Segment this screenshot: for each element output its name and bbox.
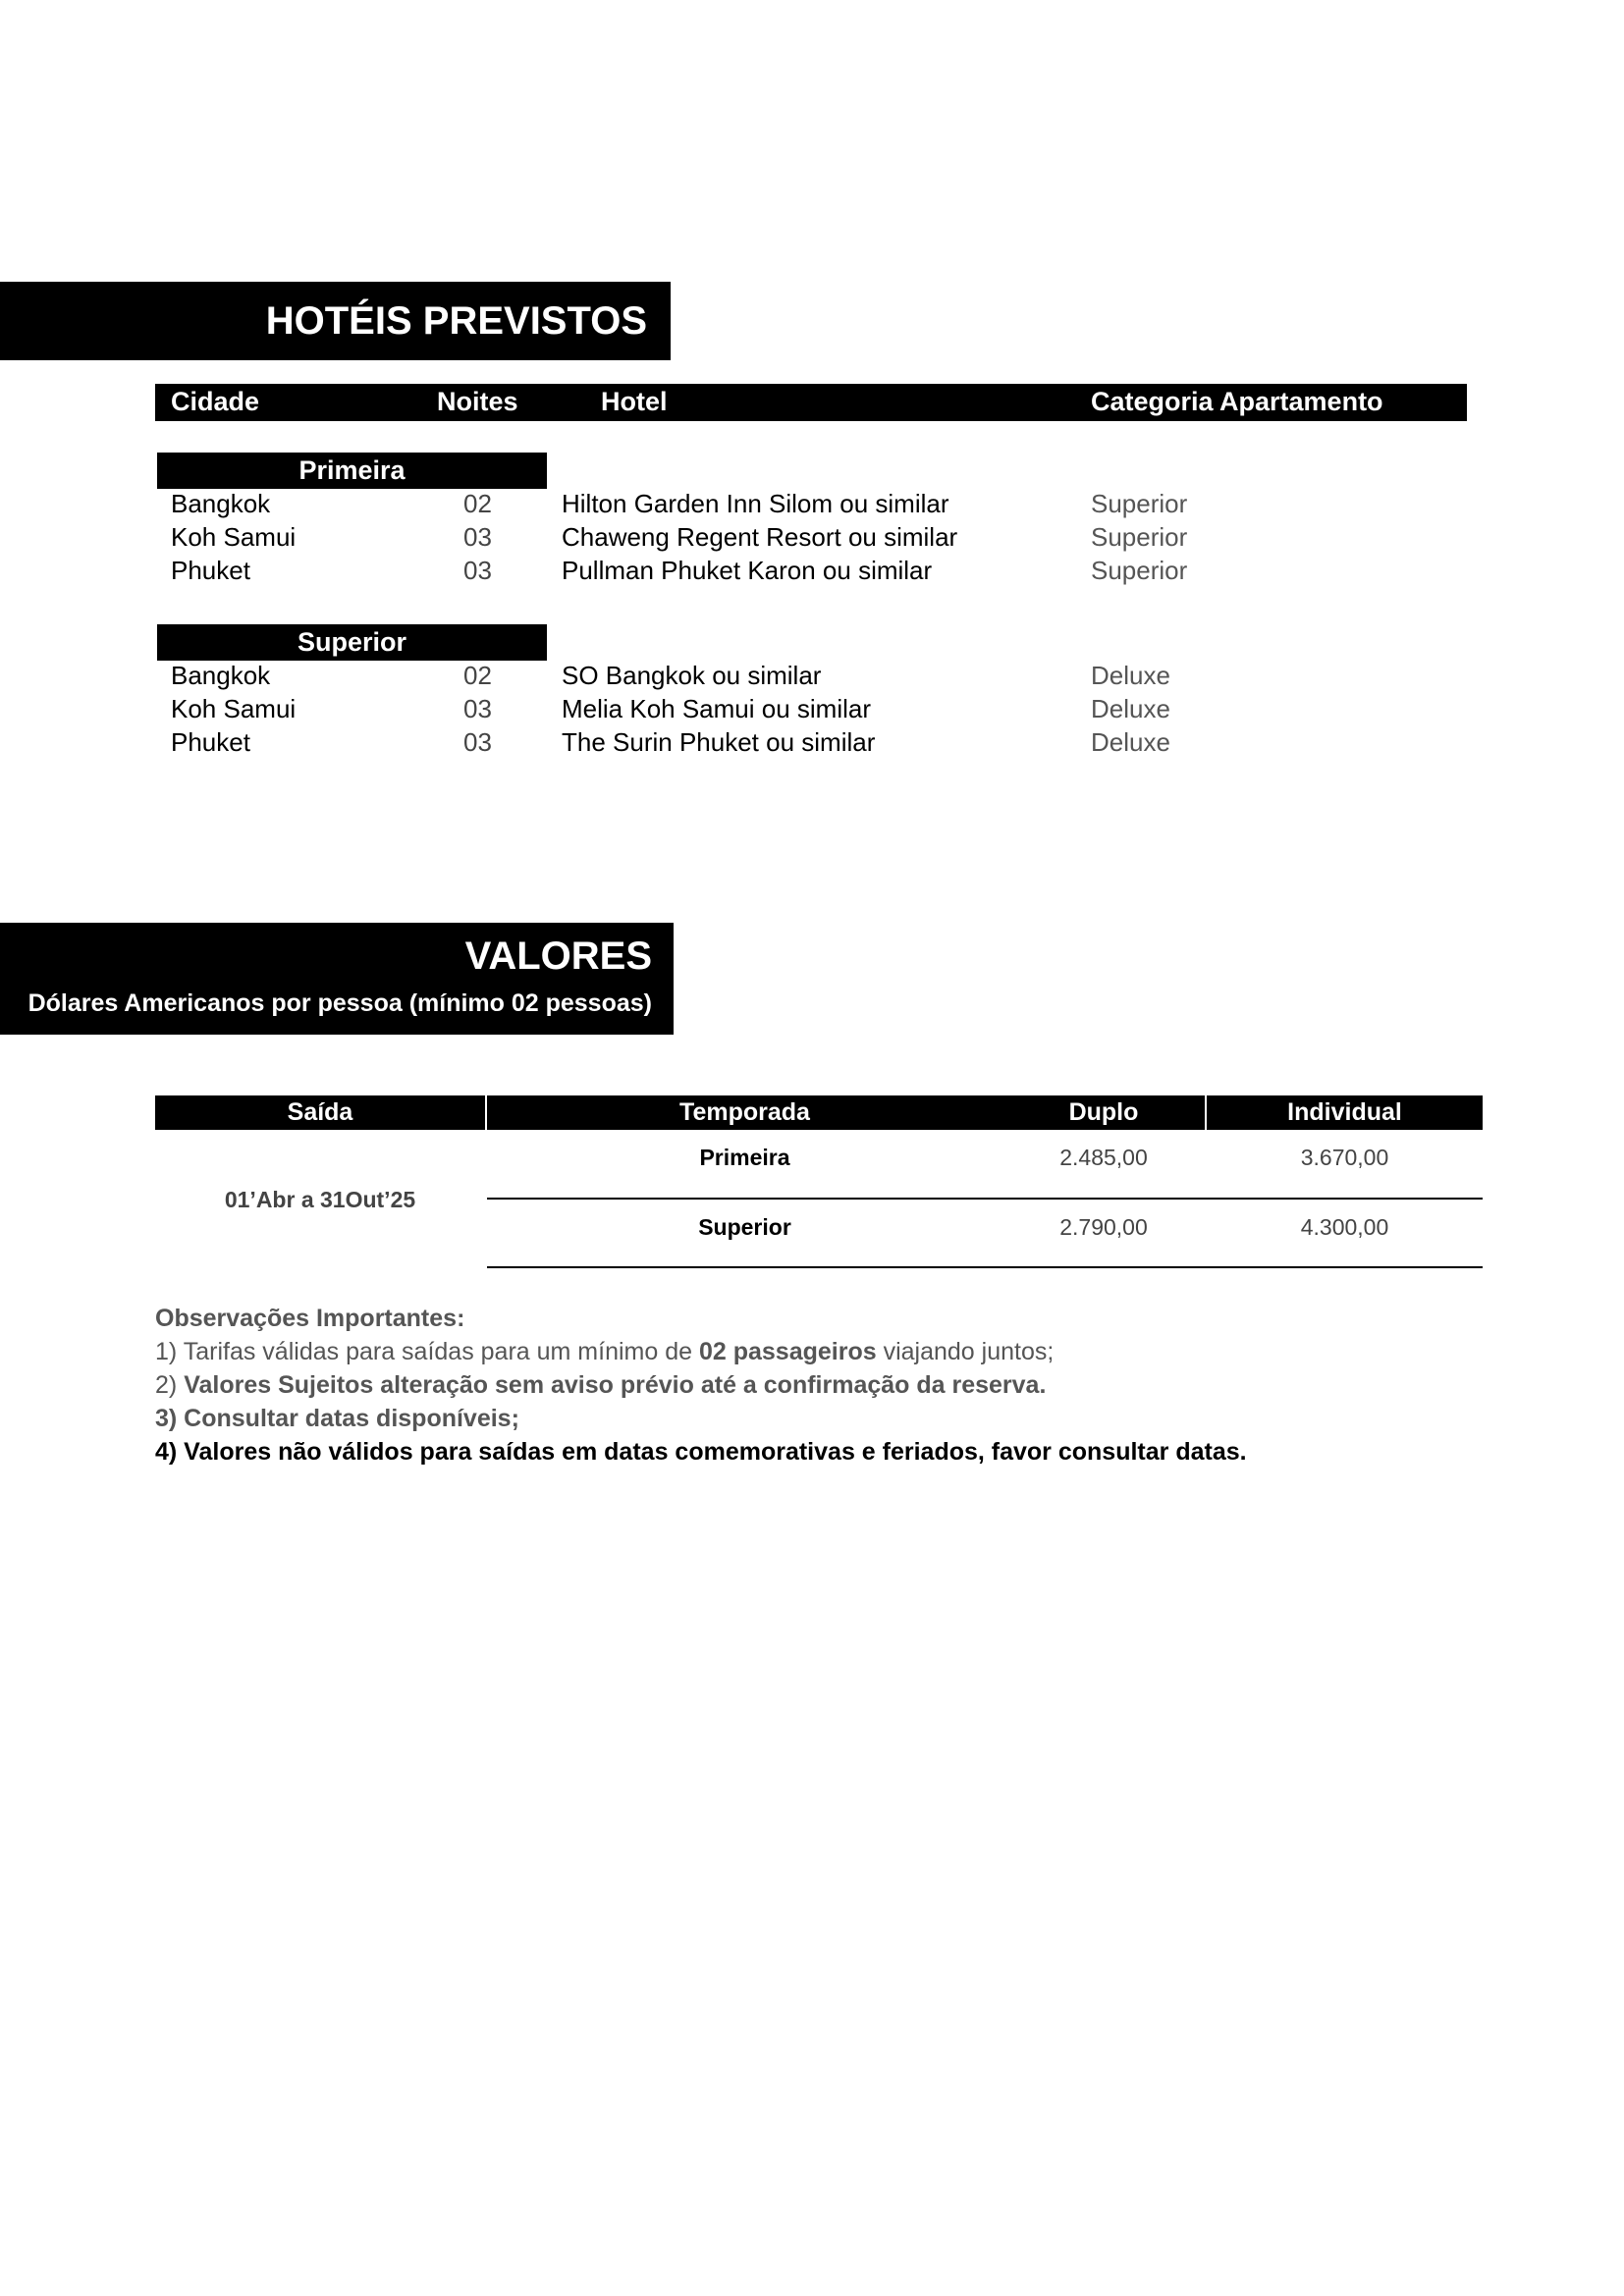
nights-cell: 03 [463, 522, 492, 552]
price-header-season: Temporada [487, 1095, 1002, 1130]
hotel-cell: Chaweng Regent Resort ou similar [562, 522, 958, 552]
table-row [155, 489, 1467, 522]
row-divider [487, 1198, 1483, 1200]
values-title: VALORES [464, 934, 652, 978]
notes-title: Observações Importantes: [155, 1305, 465, 1332]
header-hotel: Hotel [601, 387, 668, 416]
double-price-cell: 2.485,00 [1059, 1145, 1148, 1170]
season-cell: Superior [698, 1214, 791, 1240]
note-1-emphasis: 02 passageiros [698, 1338, 877, 1365]
nights-cell: 03 [463, 556, 492, 585]
departure-dates: 01’Abr a 31Out’25 [224, 1187, 416, 1212]
nights-cell: 03 [463, 727, 492, 757]
table-row [155, 522, 1467, 556]
hotel-cell: Melia Koh Samui ou similar [562, 694, 872, 723]
room-cell: Superior [1091, 556, 1188, 585]
note-2 [155, 1371, 1046, 1400]
note-1-text-end: viajando juntos; [876, 1338, 1055, 1365]
single-price-cell: 4.300,00 [1300, 1214, 1389, 1240]
city-cell: Bangkok [171, 661, 271, 690]
hotels-banner [0, 282, 671, 360]
season-cell: Primeira [699, 1145, 790, 1170]
single-price-cell: 3.670,00 [1300, 1145, 1389, 1170]
table-row [155, 727, 1467, 761]
note-3: 3) Consultar datas disponíveis; [155, 1405, 519, 1432]
nights-cell: 02 [463, 661, 492, 690]
row-divider [487, 1266, 1483, 1268]
hotels-title: HOTÉIS PREVISTOS [265, 299, 647, 343]
price-header-departure: Saída [155, 1095, 485, 1130]
values-banner [0, 923, 674, 1035]
room-cell: Superior [1091, 522, 1188, 552]
values-subtitle: Dólares Americanos por pessoa (mínimo 02 pessoas) [27, 989, 652, 1017]
room-cell: Deluxe [1091, 694, 1170, 723]
city-cell: Phuket [171, 727, 250, 757]
hotel-cell: The Surin Phuket ou similar [562, 727, 876, 757]
price-header-double: Duplo [1002, 1095, 1205, 1130]
note-2-number: 2) [155, 1371, 185, 1399]
category-primeira: Primeira [157, 453, 547, 489]
room-cell: Deluxe [1091, 727, 1170, 757]
nights-cell: 03 [463, 694, 492, 723]
city-cell: Koh Samui [171, 694, 297, 723]
note-4: 4) Valores não válidos para saídas em datas comemorativas e feriados, favor consultar datas. [155, 1438, 1247, 1466]
nights-cell: 02 [463, 489, 492, 518]
hotel-cell: Hilton Garden Inn Silom ou similar [562, 489, 949, 518]
city-cell: Bangkok [171, 489, 271, 518]
room-cell: Superior [1091, 489, 1188, 518]
city-cell: Phuket [171, 556, 250, 585]
price-header-single: Individual [1207, 1095, 1483, 1130]
header-room-category: Categoria Apartamento [1091, 387, 1383, 416]
header-city: Cidade [171, 387, 260, 416]
note-2-text: Valores Sujeitos alteração sem aviso prévio até a confirmação da reserva. [184, 1371, 1047, 1399]
room-cell: Deluxe [1091, 661, 1170, 690]
table-row [155, 694, 1467, 727]
table-row [155, 556, 1467, 589]
note-1 [155, 1338, 1054, 1366]
hotels-table-header [155, 384, 1467, 421]
table-row [155, 661, 1467, 694]
hotel-cell: SO Bangkok ou similar [562, 661, 822, 690]
header-nights: Noites [437, 387, 518, 416]
category-superior: Superior [157, 624, 547, 661]
double-price-cell: 2.790,00 [1059, 1214, 1148, 1240]
hotel-cell: Pullman Phuket Karon ou similar [562, 556, 933, 585]
city-cell: Koh Samui [171, 522, 297, 552]
note-1-text: 1) Tarifas válidas para saídas para um mínimo de [155, 1338, 699, 1365]
